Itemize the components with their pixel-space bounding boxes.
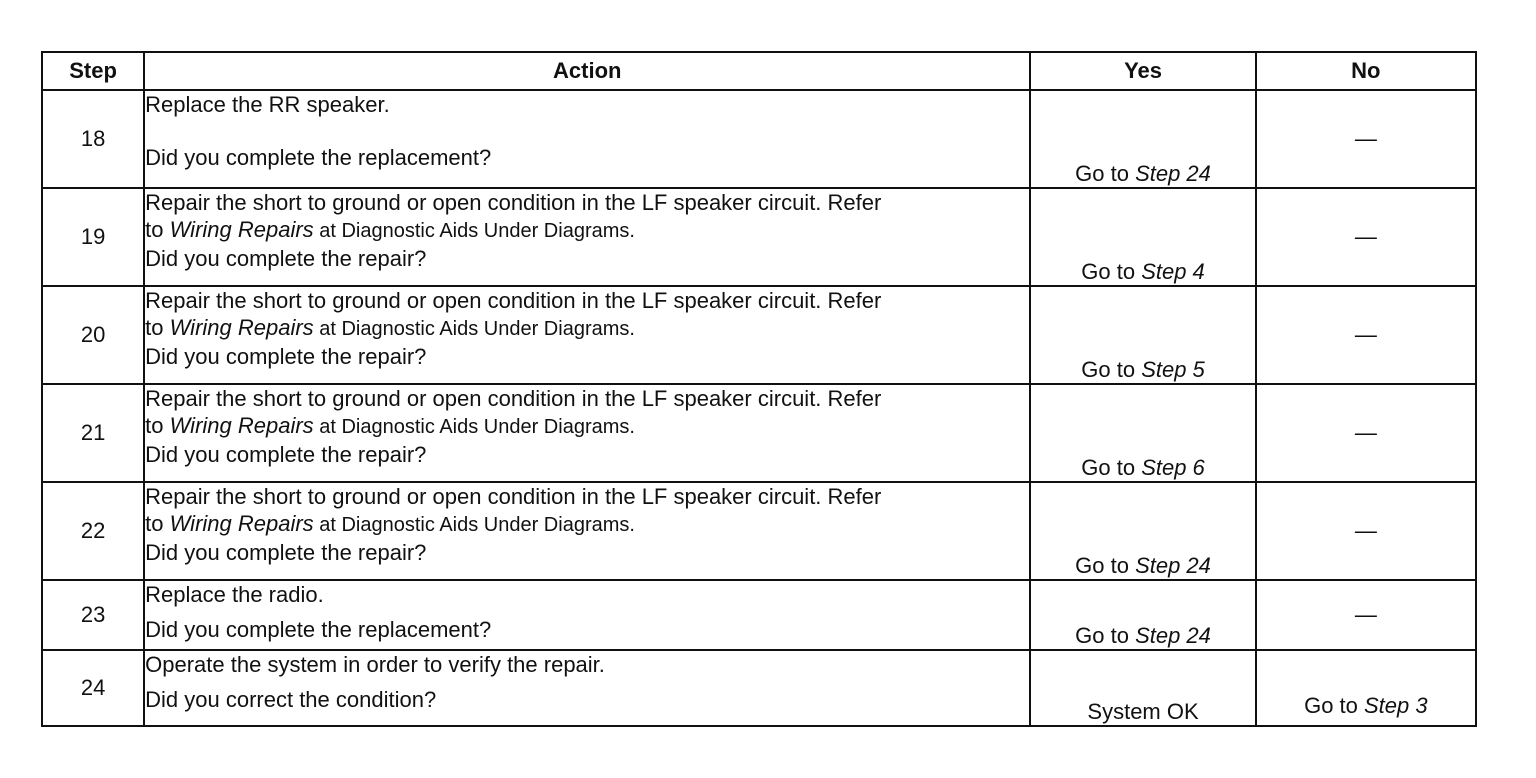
no-cell: —: [1256, 286, 1476, 384]
header-action: Action: [144, 52, 1030, 90]
header-no: No: [1256, 52, 1476, 90]
yes-cell: [1030, 384, 1255, 482]
yes-prefix: Go to: [1075, 161, 1136, 186]
action-rest: at Diagnostic Aids Under Diagrams.: [313, 220, 635, 242]
no-cell: —: [1256, 384, 1476, 482]
yes-cell: [1030, 90, 1255, 188]
action-instruction: Replace the radio.: [145, 582, 324, 607]
yes-prefix: Go to: [1075, 553, 1136, 578]
action-instruction: Repair the short to ground or open condition in the LF speaker circuit. Refer: [145, 386, 882, 411]
action-to: to: [145, 217, 170, 242]
yes-prefix: Go to: [1075, 623, 1136, 648]
step-number: 18: [42, 90, 144, 188]
action-to: to: [145, 511, 170, 536]
yes-step-link[interactable]: Step 5: [1141, 357, 1205, 382]
yes-cell: [1030, 188, 1255, 286]
action-question: Did you complete the replacement?: [145, 145, 492, 170]
table-row: [42, 384, 1476, 482]
wiring-repairs-link[interactable]: Wiring Repairs: [169, 511, 314, 536]
yes-prefix: Go to: [1081, 455, 1142, 480]
no-cell: —: [1256, 482, 1476, 580]
yes-cell: [1030, 482, 1255, 580]
action-cell: [144, 580, 1030, 650]
table-row: [42, 482, 1476, 580]
step-number: 24: [42, 650, 144, 726]
action-instruction: Repair the short to ground or open condition in the LF speaker circuit. Refer: [145, 288, 882, 313]
yes-step-link[interactable]: Step 24: [1135, 161, 1211, 186]
action-to: to: [145, 413, 170, 438]
no-cell: [1256, 650, 1476, 726]
action-rest: at Diagnostic Aids Under Diagrams.: [313, 416, 635, 438]
yes-step-link[interactable]: Step 6: [1141, 455, 1205, 480]
action-cell: [144, 286, 1030, 384]
step-number: 20: [42, 286, 144, 384]
action-cell: [144, 188, 1030, 286]
table-row: [42, 650, 1476, 726]
no-prefix: Go to: [1304, 693, 1364, 718]
action-question: Did you complete the repair?: [145, 540, 427, 565]
action-cell: [144, 384, 1030, 482]
table-row: [42, 90, 1476, 188]
wiring-repairs-link[interactable]: Wiring Repairs: [169, 217, 314, 242]
action-cell: [144, 90, 1030, 188]
no-cell: —: [1256, 90, 1476, 188]
action-rest: at Diagnostic Aids Under Diagrams.: [313, 318, 635, 340]
action-instruction: Replace the RR speaker.: [145, 92, 390, 117]
action-cell: [144, 650, 1030, 726]
action-instruction: Repair the short to ground or open condition in the LF speaker circuit. Refer: [145, 484, 882, 509]
yes-prefix: Go to: [1081, 259, 1142, 284]
diagnostic-steps-table: [41, 51, 1477, 727]
table-header-row: [42, 52, 1476, 90]
step-number: 22: [42, 482, 144, 580]
action-instruction: Repair the short to ground or open condition in the LF speaker circuit. Refer: [145, 190, 882, 215]
yes-cell: [1030, 286, 1255, 384]
action-rest: at Diagnostic Aids Under Diagrams.: [313, 514, 635, 536]
action-question: Did you correct the condition?: [145, 687, 437, 712]
action-question: Did you complete the repair?: [145, 246, 427, 271]
step-number: 23: [42, 580, 144, 650]
step-number: 21: [42, 384, 144, 482]
action-to: to: [145, 315, 170, 340]
no-step-link[interactable]: Step 3: [1364, 693, 1428, 718]
no-cell: —: [1256, 188, 1476, 286]
no-cell: —: [1256, 580, 1476, 650]
wiring-repairs-link[interactable]: Wiring Repairs: [169, 315, 314, 340]
action-cell: [144, 482, 1030, 580]
action-question: Did you complete the repair?: [145, 344, 427, 369]
header-yes: Yes: [1030, 52, 1255, 90]
yes-step-link[interactable]: Step 4: [1141, 259, 1205, 284]
wiring-repairs-link[interactable]: Wiring Repairs: [169, 413, 314, 438]
action-question: Did you complete the replacement?: [145, 617, 492, 642]
table-row: [42, 580, 1476, 650]
table-row: [42, 188, 1476, 286]
header-step: Step: [42, 52, 144, 90]
yes-step-link[interactable]: Step 24: [1135, 553, 1211, 578]
step-number: 19: [42, 188, 144, 286]
action-question: Did you complete the repair?: [145, 442, 427, 467]
table-row: [42, 286, 1476, 384]
yes-cell: [1030, 580, 1255, 650]
yes-step-link[interactable]: Step 24: [1135, 623, 1211, 648]
yes-cell: [1030, 650, 1255, 726]
yes-system-ok: System OK: [1087, 699, 1199, 724]
action-instruction: Operate the system in order to verify the repair.: [145, 652, 605, 677]
yes-prefix: Go to: [1081, 357, 1142, 382]
